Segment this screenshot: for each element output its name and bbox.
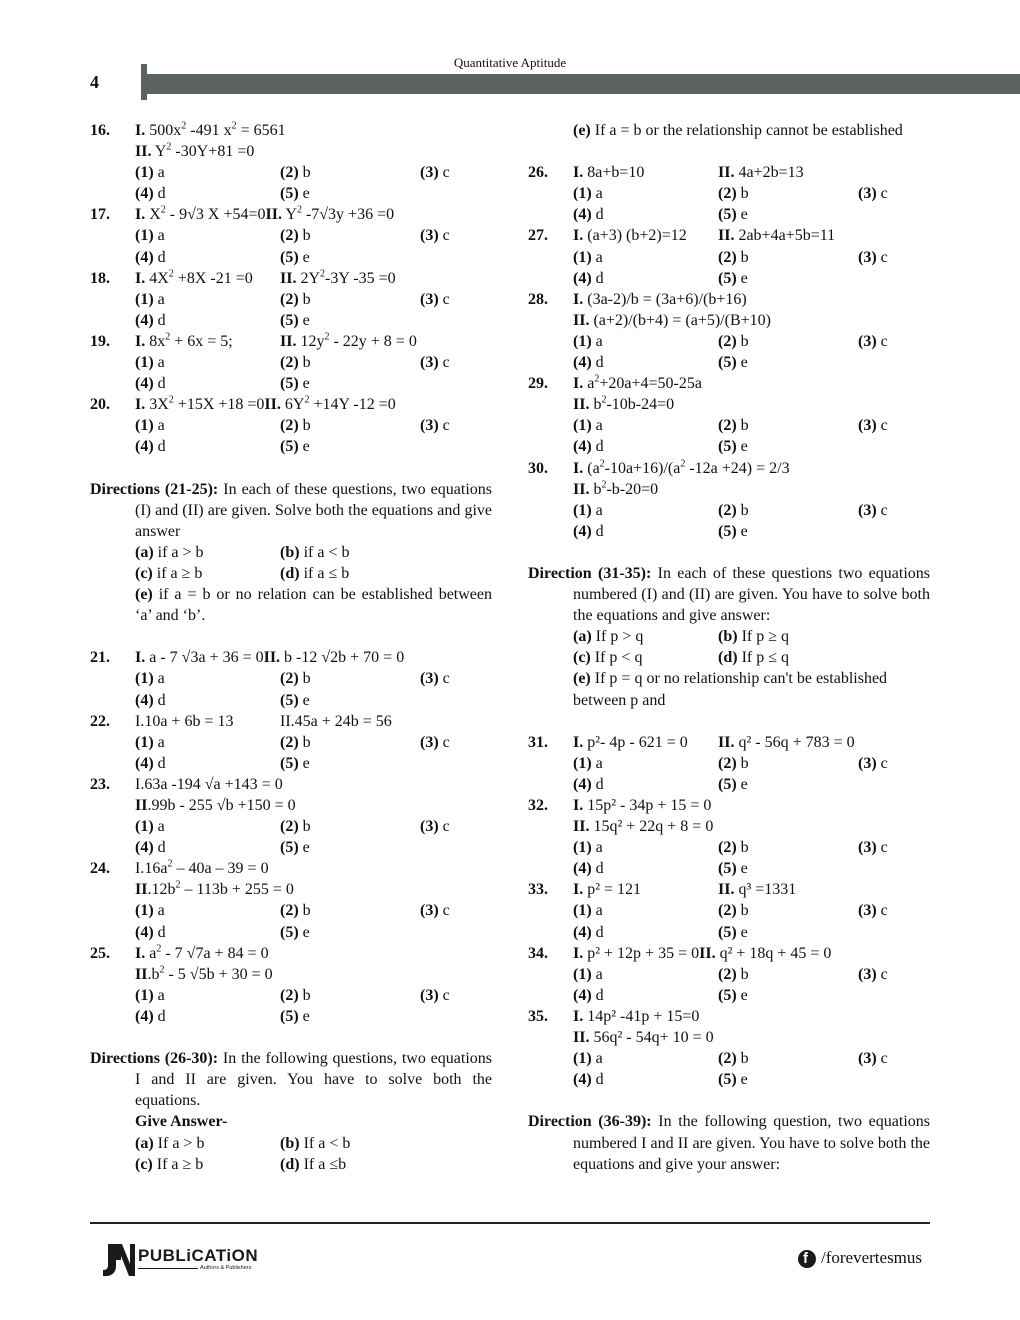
options-row [528,985,930,1006]
options-row [528,268,930,289]
options-row [528,1069,930,1090]
question-20: 20. I. $3X^2 +15X +18 =0II$. $6Y^2 +14Y$ -12 =0 [90,394,396,414]
question-19: 19. I. $8x^2 + 6x = 5$; II. $12y^2 - 22y + 8 = 0$ [90,331,417,350]
option-5[interactable]: (5) e [280,311,310,329]
options-row [90,247,492,268]
option-1[interactable]: (1) a [573,902,603,920]
options-row [528,922,930,943]
question-29: 29. I. $a^2+20a+4=50-25a$ [528,373,702,393]
option-2[interactable]: (2) b [718,417,749,435]
option-2[interactable]: (2) b [280,417,311,435]
option-2[interactable]: (2) b [718,1050,749,1068]
option-3[interactable]: (3) c [420,354,450,372]
directions-26-30: Directions (26-30): In the following questions, two equations I and II are given. You have to solve both the equations. [90,1050,492,1110]
option-4[interactable]: (4) d [135,248,166,266]
directions-21-25: Directions (21-25): In each of these questions, two equations (I) and (II) are given. Solve both the equations and give answer [90,480,492,540]
option-4[interactable]: (4) d [573,522,604,540]
option-3[interactable]: (3) c [858,185,888,203]
options-row [90,289,492,310]
options-row [528,964,930,985]
option-2[interactable]: (2) b [280,290,311,308]
option-3[interactable]: (3) c [858,332,888,350]
option-4[interactable]: (4) d [135,754,166,772]
option-4[interactable]: (4) d [135,1007,166,1025]
option-3[interactable]: (3) c [420,227,450,245]
option-3[interactable]: (3) c [858,965,888,983]
question-18: 18. I. $4X^2 +8X$ -21 =0 II. $2Y^2-3Y$ -35 =0 [90,268,396,287]
options-row [528,1048,930,1069]
options-row [90,922,492,943]
options-row [528,858,930,879]
option-5[interactable]: (5) e [280,839,310,857]
option-5[interactable]: (5) e [718,438,748,456]
options-row [528,837,930,858]
question-33: 33. I. p² = 121 II. q³ =1331 [528,881,797,899]
question-16: 16. I. $500x^2$ -491 $x^2 = 6561$ [90,120,286,139]
option-5[interactable]: (5) e [718,522,748,540]
question-27: 27. I. (a+3) (b+2)=12 II. 2ab+4a+5b=11 [528,227,836,245]
publisher-logo: PUBLiCATiON Authors & Publishers [96,1240,266,1280]
options-row [528,331,930,352]
option-5[interactable]: (5) e [280,1007,310,1025]
options-row [528,500,930,521]
option-2[interactable]: (2) b [280,818,311,836]
question-22: 22. I.10a + 6b = 13 II.45a + 24b = 56 [90,712,392,730]
question-31: 31. I. p²- 4p - 621 = 0 II. q² - 56q + 783 = 0 [528,733,855,751]
options-row [90,753,492,774]
option-5[interactable]: (5) e [718,354,748,372]
option-5[interactable]: (5) e [718,860,748,878]
option-2[interactable]: (2) b [718,501,749,519]
question-24: 24. $I.16a^2 - 40a - 39 = 0$ [90,858,269,878]
jn-logo-icon [96,1240,136,1280]
option-4[interactable]: (4) d [135,185,166,203]
option-2[interactable]: (2) b [280,733,311,751]
question-30: 30. I. $(a^2-10a+16)/(a^2$ -12a +24) = 2/3 [528,458,790,477]
facebook-icon: f [798,1250,816,1268]
option-3[interactable]: (3) c [858,902,888,920]
option-2[interactable]: (2) b [718,902,749,920]
option-1[interactable]: (1) a [135,227,165,245]
options-row [90,436,492,457]
option-2[interactable]: (2) b [280,902,311,920]
directions-36-39: Direction (36-39): In the following question, two equations numbered I and II are given. You have to solve both the equations and give your answer: [528,1113,930,1173]
options-row [528,352,930,373]
option-1[interactable]: (1) a [573,332,603,350]
option-4[interactable]: (4) d [573,354,604,372]
option-2[interactable]: (2) b [718,965,749,983]
option-1[interactable]: (1) a [135,733,165,751]
option-1[interactable]: (1) a [135,164,165,182]
option-4[interactable]: (4) d [573,775,604,793]
option-1[interactable]: (1) a [135,290,165,308]
option-4[interactable]: (4) d [573,269,604,287]
footer-rule [90,1222,930,1224]
option-2[interactable]: (2) b [280,164,311,182]
option-5[interactable]: (5) e [280,248,310,266]
option-4[interactable]: (4) d [573,1071,604,1089]
option-4[interactable]: (4) d [135,923,166,941]
option-2[interactable]: (2) b [718,754,749,772]
option-3[interactable]: (3) c [858,501,888,519]
options-row [90,732,492,753]
options-row [528,436,930,457]
option-3[interactable]: (3) c [858,754,888,772]
option-1[interactable]: (1) a [573,417,603,435]
option-4[interactable]: (4) d [573,206,604,224]
options-row [528,521,930,542]
question-21: 21. I. a - 7 √3a + 36 = 0II. b -12 √2b + 70 = 0 [90,649,405,667]
option-4[interactable]: (4) d [573,860,604,878]
option-3[interactable]: (3) c [420,417,450,435]
options-row [90,837,492,858]
question-28: 28. I. (3a-2)/b = (3a+6)/(b+16) [528,290,747,308]
option-e-continued: (e) If a = b or the relationship cannot be established [573,122,903,139]
option-3[interactable]: (3) c [420,818,450,836]
option-1[interactable]: (1) a [573,839,603,857]
options-row [90,415,492,436]
option-1[interactable]: (1) a [573,965,603,983]
option-3[interactable]: (3) c [858,839,888,857]
option-2[interactable]: (2) b [280,986,311,1004]
option-5[interactable]: (5) e [280,691,310,709]
option-2[interactable]: (2) b [718,185,749,203]
header-bar [146,74,1020,94]
option-5[interactable]: (5) e [280,923,310,941]
options-row [90,816,492,837]
option-5[interactable]: (5) e [280,185,310,203]
option-3[interactable]: (3) c [858,417,888,435]
question-34: 34. I. p² + 12p + 35 = 0II. q² + 18q + 45 = 0 [528,944,832,962]
option-3[interactable]: (3) c [420,986,450,1004]
option-4[interactable]: (4) d [573,438,604,456]
option-3[interactable]: (3) c [420,733,450,751]
question-17: 17. I. $X^2 - 9√3$ X +54=0II. $Y^2$ -7√3y +36 =0 [90,205,395,224]
option-4[interactable]: (4) d [135,375,166,393]
right-column: (e) If a = b or the relationship cannot be established 26. I. 8a+b=10 II. 4a+2b=13 (1) a (2) b (3) c (4) d (5) e 27. I. (a+3) (b+2)=12 II. 2ab+4a+5b=11 (1) a (2) b (3) c (4) d (5) e 28. I. (3a-2)/b = (3a+6)/(b+16) II. (a+2)/(b+4) = (a+5)/(B+10) (1) a (2) b (3) c (4) d (5) e 29. I. $a^2+20a+4=50-25a$ II. $b^2-10b-24=0$ (1) a (2) b (3) c (4) d (5) e 30. I. $(a^2-10a+16)/(a^2$ -12a +24) = 2/3 II. $b^2-b-20=0$ (1) a (2) b (3) c (4) d (5) e Direction (31-35): In each of these questions two equations numbered (I) and (II) are given. You have to solve both the equations and give answer: (a) If p > q (b) If p ≥ q (c) If p < q (d) If p ≤ q (e) If p = q or no relationship can't be established between p and 31. I. p²- 4p - 621 = 0 II. q² - 56q + 783 = 0 (1) a (2) b (3) c (4) d (5) e 32. I. 15p² - 34p + 15 = 0 II. 15q² + 22q + 8 = 0 (1) a (2) b (3) c (4) d (5) e 33. I. p² = 121 II. q³ =1331 (1) a (2) b (3) c (4) d (5) e 34. I. p² + 12p + 35 = 0II. q² + 18q + 45 = 0 (1) a (2) b (3) c (4) d (5) e 35. I. 14p² -41p + 15=0 II. 56q² - 54q+ 10 = 0 (1) a (2) b (3) c (4) d (5) e Direction (36-39): In the following question, two equations numbered I and II are given. You have to solve both the equations and give your answer: [528,120,930,1175]
question-23: 23. I.63a -194 √a +143 = 0 [90,775,283,793]
option-1[interactable]: (1) a [573,248,603,266]
option-3[interactable]: (3) c [858,1050,888,1068]
option-1[interactable]: (1) a [135,417,165,435]
option-1[interactable]: (1) a [573,1050,603,1068]
options-row [90,310,492,331]
option-4[interactable]: (4) d [135,311,166,329]
options-row [528,900,930,921]
option-2[interactable]: (2) b [280,670,311,688]
option-1[interactable]: (1) a [135,354,165,372]
question-25: 25. I. $a^2 - 7$ √7a + 84 = 0 [90,943,269,962]
option-5[interactable]: (5) e [280,375,310,393]
option-1[interactable]: (1) a [135,670,165,688]
header-title: Quantitative Aptitude [453,55,567,70]
options-row [90,690,492,711]
option-5[interactable]: (5) e [280,438,310,456]
option-5[interactable]: (5) e [718,775,748,793]
option-3[interactable]: (3) c [420,164,450,182]
left-column: 16. I. $500x^2$ -491 $x^2 = 6561$ II. $Y^2$ -30Y+81 =0 (1) a (2) b (3) c (4) d (5) e 17. I. $X^2 - 9√3$ X +54=0II. $Y^2$ -7√3y +36 =0 (1) a (2) b (3) c (4) d (5) e 18. I. $4X^2 +8X$ -21 =0 II. $2Y^2-3Y$ -35 =0 (1) a (2) b (3) c (4) d (5) e 19. I. $8x^2 + 6x = 5$; II. $12y^2 - 22y + 8 = 0$ (1) a (2) b (3) c (4) d (5) e 20. I. $3X^2 +15X +18 =0II$. $6Y^2 +14Y$ -12 =0 (1) a (2) b (3) c (4) d (5) e Directions (21-25): In each of these questions, two equations (I) and (II) are given. Solve both the equations and give answer (a) if a > b (b) if a < b (c) if a ≥ b (d) if a ≤ b (e) if a = b or no relation can be established between ‘a’ and ‘b’. 21. I. a - 7 √3a + 36 = 0II. b -12 √2b + 70 = 0 (1) a (2) b (3) c (4) d (5) e 22. I.10a + 6b = 13 II.45a + 24b = 56 (1) a (2) b (3) c (4) d (5) e 23. I.63a -194 √a +143 = 0 II.99b - 255 √b +150 = 0 (1) a (2) b (3) c (4) d (5) e 24. $I.16a^2 - 40a - 39 = 0$ $II.12b^2 - 113b + 255 = 0$ (1) a (2) b (3) c (4) d (5) e 25. I. $a^2 - 7$ √7a + 84 = 0 $II.b^2 - 5$ √5b + 30 = 0 (1) a (2) b (3) c (4) d (5) e Directions (26-30): In the following questions, two equations I and II are given. You have to solve both the equations. Give Answer- (a) If a > b (b) If a < b (c) If a ≥ b (d) If a ≤b [90,120,492,1173]
option-2[interactable]: (2) b [718,248,749,266]
option-5[interactable]: (5) e [718,269,748,287]
option-1[interactable]: (1) a [573,501,603,519]
options-row [528,204,930,225]
option-4[interactable]: (4) d [573,986,604,1004]
question-35: 35. I. 14p² -41p + 15=0 [528,1007,700,1025]
option-3[interactable]: (3) c [420,902,450,920]
options-row [90,668,492,689]
question-32: 32. I. 15p² - 34p + 15 = 0 [528,797,712,814]
question-26: 26. I. 8a+b=10 II. 4a+2b=13 [528,164,804,182]
options-row [90,162,492,183]
option-5[interactable]: (5) e [280,754,310,772]
options-row [90,183,492,204]
option-4[interactable]: (4) d [135,691,166,709]
option-1[interactable]: (1) a [573,185,603,203]
option-4[interactable]: (4) d [135,438,166,456]
option-1[interactable]: (1) a [135,902,165,920]
options-row [90,1006,492,1027]
option-4[interactable]: (4) d [573,923,604,941]
option-2[interactable]: (2) b [718,839,749,857]
options-row [90,985,492,1006]
option-4[interactable]: (4) d [135,839,166,857]
option-3[interactable]: (3) c [858,248,888,266]
option-1[interactable]: (1) a [135,818,165,836]
option-1[interactable]: (1) a [573,754,603,772]
options-row [528,774,930,795]
options-row [90,352,492,373]
option-3[interactable]: (3) c [420,670,450,688]
option-1[interactable]: (1) a [135,986,165,1004]
directions-31-35: Direction (31-35): In each of these questions two equations numbered (I) and (II) are given. You have to solve both the equations and give answer: [528,564,931,625]
option-3[interactable]: (3) c [420,290,450,308]
options-row [528,753,930,774]
options-row [90,900,492,921]
option-5[interactable]: (5) e [718,206,748,224]
options-row [528,247,930,268]
option-2[interactable]: (2) b [280,354,311,372]
options-row [528,183,930,204]
options-row [90,225,492,246]
option-5[interactable]: (5) e [718,986,748,1004]
option-5[interactable]: (5) e [718,923,748,941]
page-number: 4 [90,72,99,92]
option-2[interactable]: (2) b [718,332,749,350]
options-row [528,415,930,436]
option-2[interactable]: (2) b [280,227,311,245]
options-row [90,373,492,394]
option-5[interactable]: (5) e [718,1071,748,1089]
